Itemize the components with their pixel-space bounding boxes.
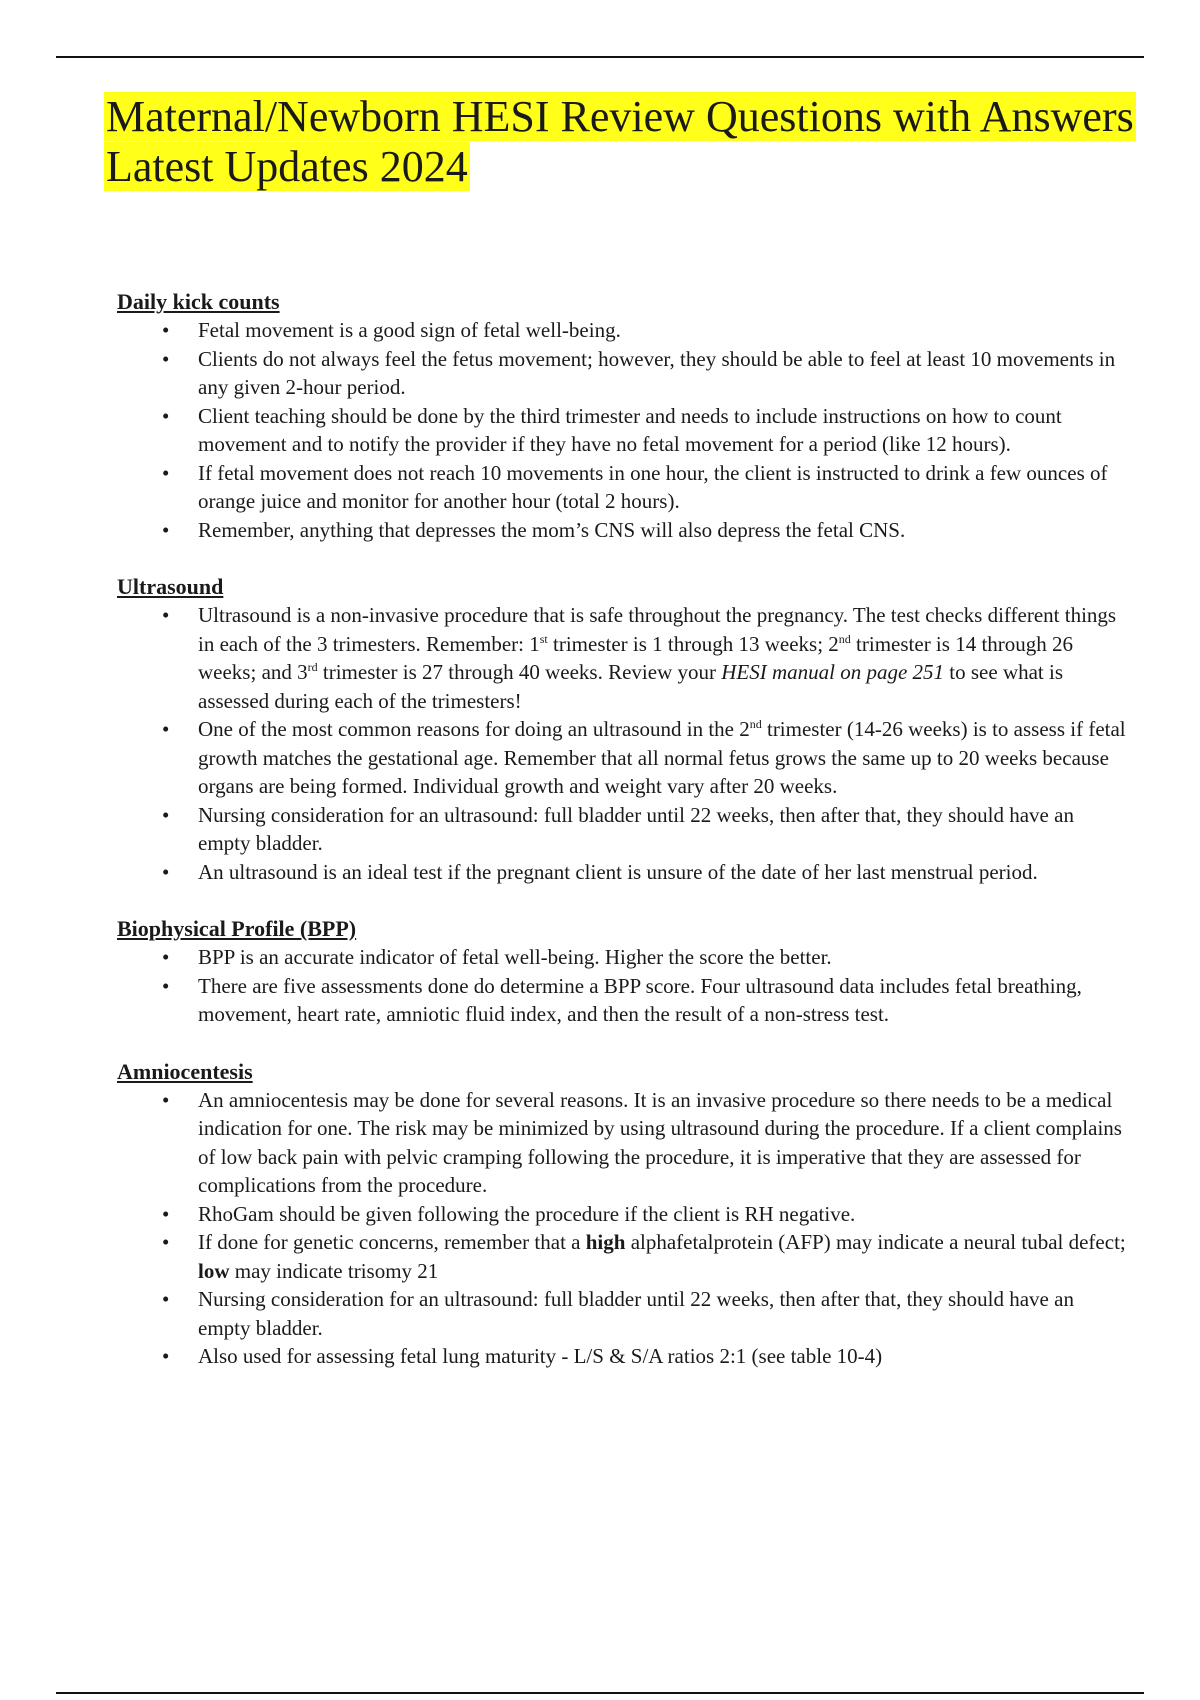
text-run: alphafetalprotein (AFP) may indicate a neural tubal defect;	[625, 1230, 1126, 1254]
list-item: • Client teaching should be done by the third trimester and needs to include instructions on how to count movement and to notify the provider if they have no fetal movement for a period (like 12 hours).	[117, 402, 1127, 459]
section-biophysical-profile	[117, 915, 1127, 1029]
text-run: One of the most common reasons for doing an ultrasound in the 2	[198, 717, 750, 741]
list-item: • Remember, anything that depresses the mom’s CNS will also depress the fetal CNS.	[117, 516, 1127, 545]
title-line-1: Maternal/Newborn HESI Review Questions with Answers	[106, 92, 1134, 141]
list-item: • Also used for assessing fetal lung maturity - L/S & S/A ratios 2:1 (see table 10-4)	[117, 1342, 1127, 1371]
section-heading: Biophysical Profile (BPP)	[117, 916, 357, 941]
superscript: nd	[838, 631, 851, 646]
text-run: trimester is 1 through 13 weeks; 2	[547, 631, 839, 656]
superscript: st	[539, 631, 548, 646]
section-spacer	[117, 544, 1127, 573]
superscript: rd	[307, 660, 318, 674]
bullet-list	[117, 601, 1127, 886]
list-item: • An amniocentesis may be done for several reasons. It is an invasive procedure so there needs to be a medical indication for one. The risk may be minimized by using ultrasound during the procedure. If a client complains of low back pain with pelvic cramping following the procedure, it is imperative that they are assessed for complications from the procedure.	[117, 1086, 1127, 1200]
section-spacer	[117, 886, 1127, 915]
list-item: • Nursing consideration for an ultrasound: full bladder until 22 weeks, then after that, they should have an empty bladder.	[117, 1285, 1127, 1342]
list-item: • Fetal movement is a good sign of fetal well-being.	[117, 316, 1127, 345]
text-run: If done for genetic concerns, remember that a	[198, 1230, 586, 1254]
top-rule	[56, 56, 1144, 58]
text-run: trimester (14-26 weeks) is to assess if fetal growth matches the gestational age. Remember that all normal fetus grows the same up to 20 weeks because organs are being formed. Individual growth and weight vary after 20 weeks.	[198, 717, 1126, 798]
text-run: to see what is assessed during each of the trimesters!	[198, 660, 1064, 713]
bullet-list	[117, 943, 1127, 1029]
text-run: trimester is 27 through 40 weeks. Review your	[317, 660, 722, 684]
section-ultrasound	[117, 573, 1127, 886]
bold-term: high	[585, 1230, 626, 1254]
bullet-list	[117, 1086, 1127, 1371]
section-heading: Amniocentesis	[117, 1058, 253, 1084]
bullet-list	[117, 316, 1127, 544]
list-item: • BPP is an accurate indicator of fetal well-being. Higher the score the better.	[117, 943, 1127, 972]
section-daily-kick-counts	[117, 288, 1127, 544]
list-item: • There are five assessments done do determine a BPP score. Four ultrasound data includes fetal breathing, movement, heart rate, amniotic fluid index, and then the result of a non-stress test.	[117, 972, 1127, 1029]
bottom-rule	[56, 1692, 1144, 1694]
list-item	[117, 601, 1127, 715]
section-amniocentesis	[117, 1058, 1127, 1371]
italic-reference: HESI manual on page 251	[721, 660, 945, 684]
text-run: may indicate trisomy 21	[229, 1258, 439, 1283]
section-heading: Daily kick counts	[117, 289, 280, 314]
document-body	[117, 288, 1127, 1371]
list-item	[117, 715, 1127, 801]
title-line-2: Latest Updates 2024	[106, 142, 468, 191]
text-run: trimester is 14 through 26 weeks; and 3	[198, 631, 1074, 684]
list-item: • RhoGam should be given following the procedure if the client is RH negative.	[117, 1200, 1127, 1229]
list-item: • If fetal movement does not reach 10 movements in one hour, the client is instructed to drink a few ounces of orange juice and monitor for another hour (total 2 hours).	[117, 459, 1127, 516]
document-title	[104, 92, 1164, 192]
superscript: nd	[749, 717, 762, 731]
list-item: • An ultrasound is an ideal test if the pregnant client is unsure of the date of her last menstrual period.	[117, 858, 1127, 887]
text-run: Ultrasound is a non-invasive procedure that is safe throughout the pregnancy. The test checks different things in each of the 3 trimesters. Remember: 1	[198, 603, 1117, 656]
section-spacer	[117, 1029, 1127, 1058]
bold-term: low	[198, 1258, 230, 1283]
list-item: • Clients do not always feel the fetus movement; however, they should be able to feel at least 10 movements in any given 2-hour period.	[117, 345, 1127, 402]
section-heading: Ultrasound	[117, 574, 224, 599]
list-item: • Nursing consideration for an ultrasound: full bladder until 22 weeks, then after that, they should have an empty bladder.	[117, 801, 1127, 858]
list-item	[117, 1228, 1127, 1285]
